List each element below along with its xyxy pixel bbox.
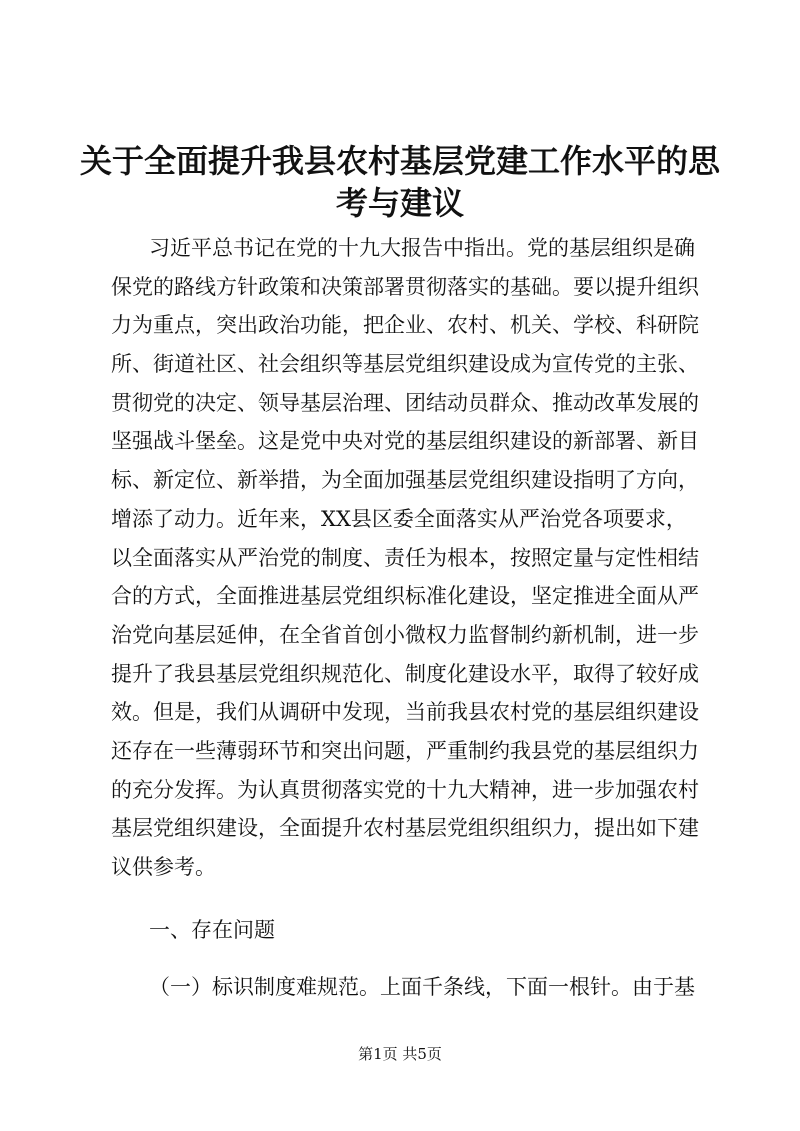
body-line-7: 标、新定位、新举措，为全面加强基层党组织建设指明了方向，	[111, 468, 699, 492]
body-line-8: 增添了动力。近年来，XX县区委全面落实从严治党各项要求，	[111, 507, 687, 531]
page-footer: 第1页 共5页	[358, 1045, 442, 1063]
document-title	[80, 140, 720, 224]
title-line-1: 关于全面提升我县农村基层党建工作水平的思	[80, 142, 721, 180]
body-line-4: 所、街道社区、社会组织等基层党组织建设成为宣传党的主张、	[111, 352, 699, 376]
body-line-15: 的充分发挥。为认真贯彻落实党的十九大精神，进一步加强农村	[111, 778, 699, 802]
body-line-12: 提升了我县基层党组织规范化、制度化建设水平，取得了较好成	[111, 662, 699, 686]
body-line-10: 合的方式，全面推进基层党组织标准化建设，坚定推进全面从严	[111, 584, 699, 608]
subsection-line: （一）标识制度难规范。上面千条线，下面一根针。由于基	[149, 975, 695, 999]
body-line-2: 保党的路线方针政策和决策部署贯彻落实的基础。要以提升组织	[111, 275, 699, 299]
body-line-13: 效。但是，我们从调研中发现，当前我县农村党的基层组织建设	[111, 700, 699, 724]
title-line-2: 考与建议	[335, 184, 464, 222]
body-line-3: 力为重点，突出政治功能，把企业、农村、机关、学校、科研院	[111, 313, 699, 337]
body-line-6: 坚强战斗堡垒。这是党中央对党的基层组织建设的新部署、新目	[111, 429, 699, 453]
body-line-16: 基层党组织建设，全面提升农村基层党组织组织力，提出如下建	[111, 816, 699, 840]
body-line-9: 以全面落实从严治党的制度、责任为根本，按照定量与定性相结	[111, 546, 699, 570]
body-line-14: 还存在一些薄弱环节和突出问题，严重制约我县党的基层组织力	[111, 739, 699, 763]
section-heading: 一、存在问题	[149, 918, 275, 942]
body-line-5: 贯彻党的决定、领导基层治理、团结动员群众、推动改革发展的	[111, 391, 699, 415]
body-line-1: 习近平总书记在党的十九大报告中指出。党的基层组织是确	[149, 236, 695, 260]
body-line-11: 治党向基层延伸，在全省首创小微权力监督制约新机制，进一步	[111, 623, 699, 647]
body-line-17: 议供参考。	[111, 855, 216, 879]
